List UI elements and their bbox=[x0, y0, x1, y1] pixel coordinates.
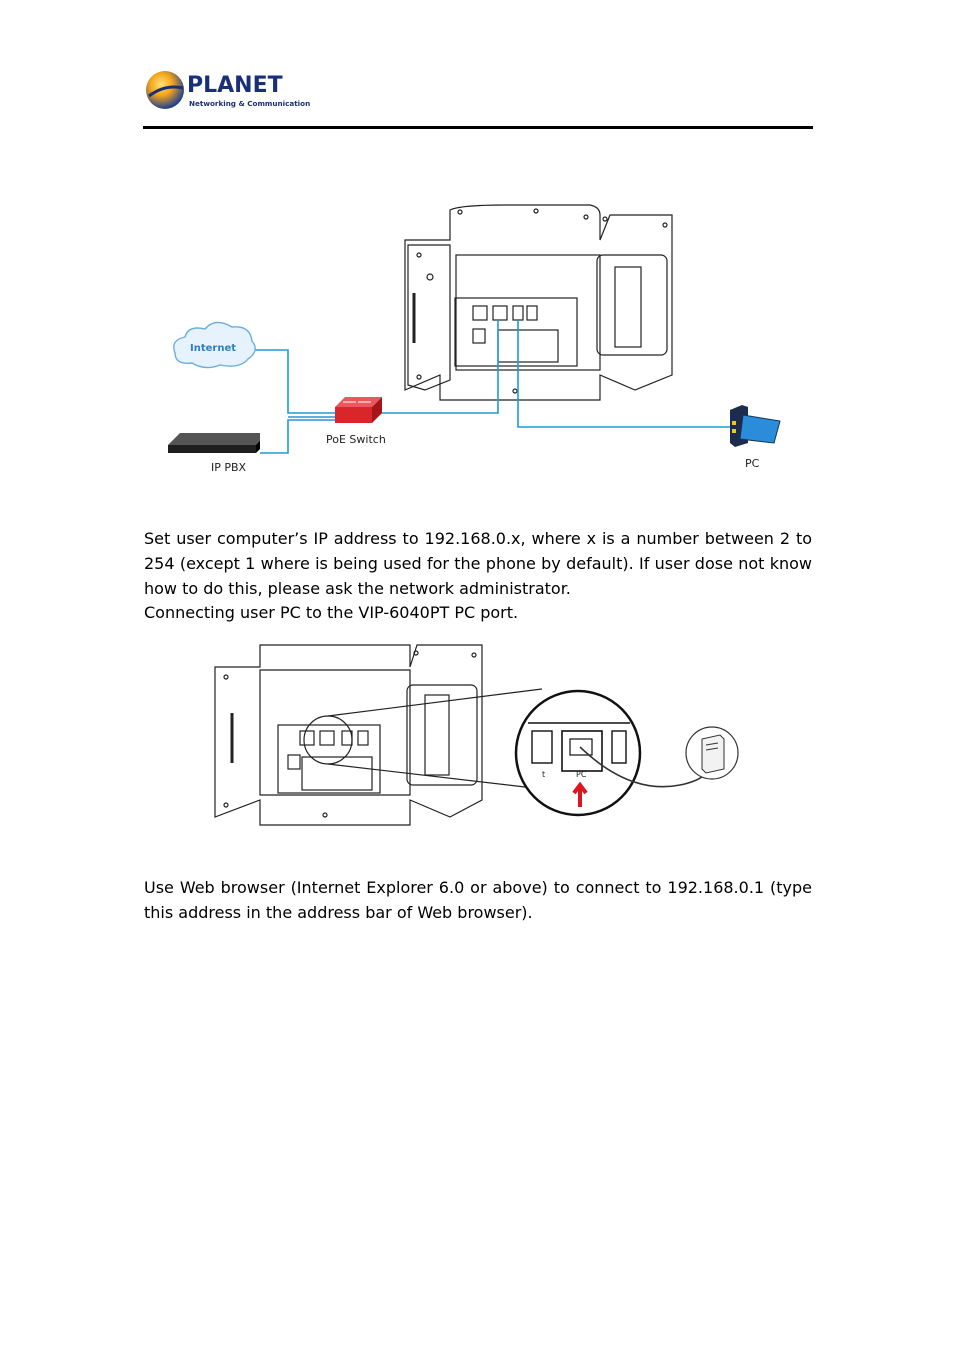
paragraph-ip-setup: Set user computer’s IP address to 192.168.0.x, where x is a number between 2 to 254 (except 1 where is being used for the phone by default). If user dose not know how to do this, please ask the network administrator. bbox=[144, 529, 812, 598]
network-cables bbox=[238, 320, 730, 453]
poe-switch-label: PoE Switch bbox=[326, 433, 386, 446]
logo-name: PLANET bbox=[187, 73, 283, 98]
network-diagram bbox=[160, 195, 800, 485]
internet-cloud bbox=[174, 322, 255, 367]
pc-tower-icon bbox=[686, 727, 738, 779]
page-header bbox=[143, 62, 813, 132]
zoom-pc-port-label: PC bbox=[576, 770, 587, 779]
logo-tagline: Networking & Communication bbox=[189, 99, 311, 108]
ip-pbx-icon bbox=[168, 433, 260, 474]
poe-switch-icon bbox=[326, 397, 386, 446]
zoomed-port-view bbox=[516, 691, 710, 815]
pc-port-diagram bbox=[210, 635, 750, 835]
paragraph-connect-pc: Connecting user PC to the VIP-6040PT PC port. bbox=[144, 603, 519, 622]
planet-logo bbox=[143, 66, 313, 116]
ip-pbx-label: IP PBX bbox=[211, 461, 247, 474]
pc-icon bbox=[730, 405, 780, 470]
zoom-lines bbox=[328, 689, 542, 789]
ip-phone-rear-view bbox=[215, 645, 482, 825]
paragraph-web-browser: Use Web browser (Internet Explorer 6.0 or above) to connect to 192.168.0.1 (type this address in the address bar of Web browser). bbox=[144, 878, 812, 922]
ip-phone-rear-view bbox=[405, 205, 672, 400]
internet-label: Internet bbox=[190, 343, 237, 354]
header-rule bbox=[143, 126, 813, 129]
zoom-left-port-label: t bbox=[542, 770, 546, 779]
pc-label: PC bbox=[745, 457, 760, 470]
